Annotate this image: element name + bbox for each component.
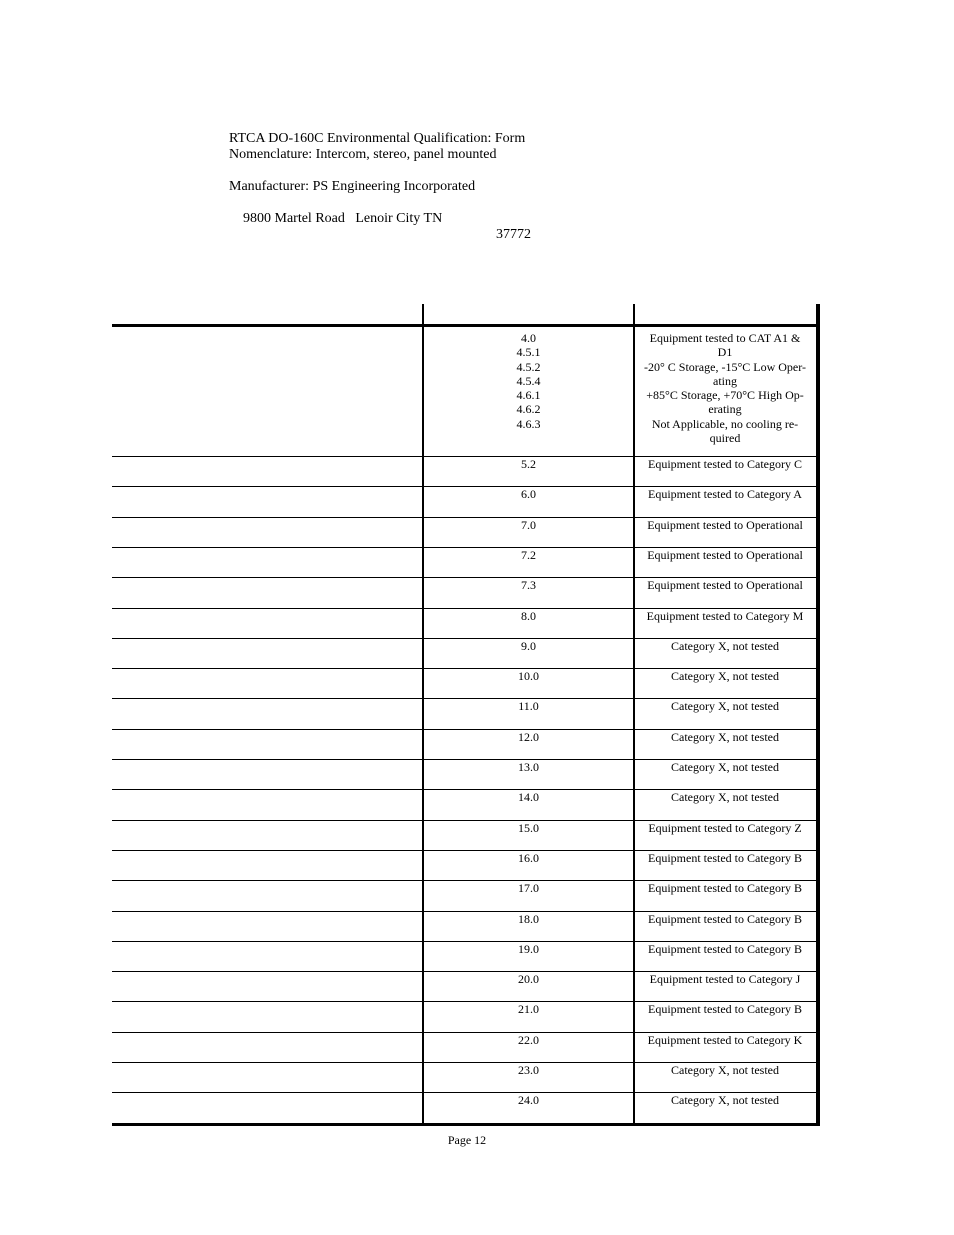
header-rule bbox=[112, 324, 819, 327]
section-number: 4.6.3 bbox=[516, 416, 541, 431]
form-title: RTCA DO-160C Environmental Qualification: Form bbox=[229, 131, 526, 146]
result-cell: Category X, not tested bbox=[671, 699, 779, 714]
section-cell: 9.0 bbox=[521, 638, 536, 653]
result-line: erating bbox=[708, 402, 742, 417]
section-cell: 15.0 bbox=[518, 820, 539, 835]
section-cell: 11.0 bbox=[518, 699, 539, 714]
result-cell: Equipment tested to Operational bbox=[647, 547, 803, 562]
result-line: +85°C Storage, +70°C High Op- bbox=[646, 388, 804, 403]
result-cell: Category X, not tested bbox=[671, 669, 779, 684]
result-line: D1 bbox=[717, 345, 733, 360]
result-cell: Equipment tested to Operational bbox=[647, 578, 803, 593]
result-cell: Equipment tested to Category A bbox=[648, 487, 802, 502]
document-header bbox=[229, 131, 531, 242]
result-cell: Category X, not tested bbox=[671, 638, 779, 653]
result-cell: Equipment tested to Category B bbox=[648, 881, 802, 896]
page-number: Page 12 bbox=[447, 1133, 487, 1147]
section-cell: 17.0 bbox=[518, 881, 539, 896]
section-cell: 7.2 bbox=[521, 547, 536, 562]
table-bottom-rule bbox=[112, 1123, 820, 1126]
result-cell: Category X, not tested bbox=[671, 790, 779, 805]
nomenclature: Nomenclature: Intercom, stereo, panel mounted bbox=[229, 147, 497, 162]
result-cell: Equipment tested to Category B bbox=[648, 850, 802, 865]
section-cell: 16.0 bbox=[518, 850, 539, 865]
result-cell bbox=[636, 331, 814, 445]
section-cell: 24.0 bbox=[518, 1093, 539, 1108]
section-cell: 13.0 bbox=[518, 760, 539, 774]
result-cell: Equipment tested to Category K bbox=[647, 1032, 803, 1047]
manufacturer: Manufacturer: PS Engineering Incorporated bbox=[229, 179, 476, 194]
result-line: quired bbox=[709, 431, 741, 446]
result-cell: Category X, not tested bbox=[671, 729, 779, 744]
section-cell: 22.0 bbox=[518, 1032, 539, 1047]
manufacturer-address: 9800 Martel Road Lenoir City TN bbox=[243, 211, 443, 226]
section-cell: 23.0 bbox=[518, 1063, 539, 1077]
result-line: Not Applicable, no cooling re- bbox=[651, 416, 799, 431]
result-line: Equipment tested to CAT A1 & bbox=[649, 331, 801, 345]
section-number: 4.5.1 bbox=[516, 345, 541, 360]
section-cell bbox=[424, 331, 633, 431]
section-number: 4.6.1 bbox=[516, 388, 541, 403]
section-cell: 8.0 bbox=[521, 608, 536, 623]
section-cell: 10.0 bbox=[518, 669, 539, 684]
result-line: ating bbox=[713, 373, 737, 388]
section-number: 4.5.2 bbox=[516, 359, 541, 374]
result-cell: Category X, not tested bbox=[671, 760, 779, 774]
zip-code: 37772 bbox=[496, 227, 531, 242]
result-line: -20° C Storage, -15°C Low Oper- bbox=[644, 359, 806, 374]
section-cell: 20.0 bbox=[518, 972, 539, 987]
result-cell: Equipment tested to Category B bbox=[648, 1002, 802, 1017]
result-cell: Equipment tested to Category B bbox=[648, 941, 802, 956]
section-cell: 18.0 bbox=[518, 911, 539, 926]
section-cell: 7.0 bbox=[521, 517, 536, 532]
section-cell: 12.0 bbox=[518, 729, 539, 744]
result-cell: Category X, not tested bbox=[671, 1063, 779, 1077]
result-cell: Equipment tested to Category M bbox=[646, 608, 804, 623]
column-divider bbox=[633, 304, 635, 1123]
result-cell: Equipment tested to Category Z bbox=[648, 820, 802, 835]
result-cell: Category X, not tested bbox=[671, 1093, 779, 1108]
section-cell: 7.3 bbox=[521, 578, 536, 593]
section-number: 4.0 bbox=[521, 331, 536, 345]
section-number: 4.5.4 bbox=[516, 373, 541, 388]
result-cell: Equipment tested to Category C bbox=[648, 457, 802, 471]
section-cell: 21.0 bbox=[518, 1002, 539, 1017]
section-cell: 14.0 bbox=[518, 790, 539, 805]
section-cell: 5.2 bbox=[521, 457, 536, 471]
section-number: 4.6.2 bbox=[516, 402, 541, 417]
result-cell: Equipment tested to Operational bbox=[647, 517, 803, 532]
result-cell: Equipment tested to Category B bbox=[648, 911, 802, 926]
section-cell: 6.0 bbox=[521, 487, 536, 502]
result-cell: Equipment tested to Category J bbox=[649, 972, 801, 987]
section-cell: 19.0 bbox=[518, 941, 539, 956]
